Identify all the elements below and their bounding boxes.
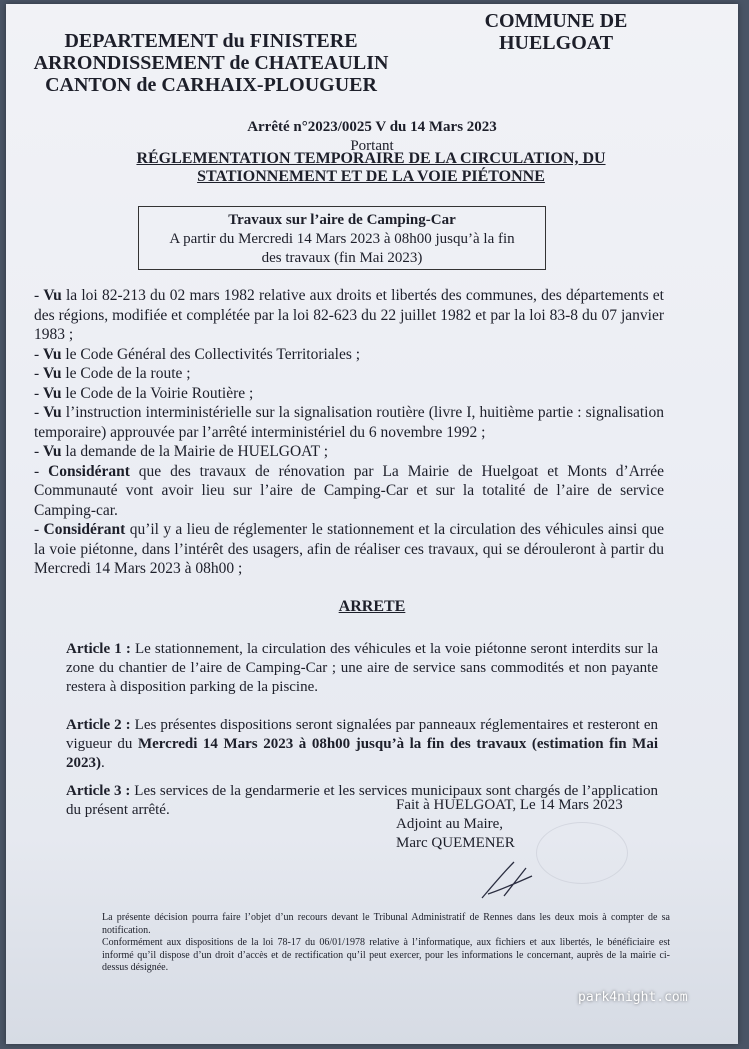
article-3: Article 3 : Les services de la gendarmerie et les services municipaux sont chargés de l’application du présent arrêté. (66, 783, 658, 818)
works-title: Travaux sur l’aire de Camping-Car (228, 212, 456, 228)
article-2: Article 2 : Les présentes dispositions seront signalées par panneaux réglementaires et resteront en vigueur du Mercredi 14 Mars 2023 à 08h00 jusqu’à la fin des travaux (estimation fin Mai 2023). (66, 717, 658, 771)
article-1: Article 1 : Le stationnement, la circulation des véhicules et la voie piétonne seront interdits sur la zone du chantier de l’aire de Camping-Car ; une aire de service sans commodités et non payante restera à disposition parking de la piscine. (66, 641, 658, 695)
arrete-heading: ARRETE (338, 598, 406, 615)
signatory-name: Marc QUEMENER (396, 835, 515, 851)
canton-line: CANTON de CARHAIX-PLOUGUER (45, 74, 377, 96)
consideration-item: - Considérant qu’il y a lieu de réglementer le stationnement et la circulation des véhicules ainsi que la voie piétonne, dans l’intérêt des usagers, afin de réaliser ces travaux, qui se dérouleront à partir du Mercredi 14 Mars 2023 à 08h00 ; (34, 521, 664, 577)
official-stamp (536, 822, 628, 884)
works-period-line2: des travaux (fin Mai 2023) (261, 250, 423, 266)
consideration-item: - Vu le Code Général des Collectivités Territoriales ; (34, 345, 361, 363)
handwritten-signature (474, 854, 544, 904)
consideration-item: - Vu le Code de la Voirie Routière ; (34, 384, 254, 402)
consideration-item: - Vu le Code de la route ; (34, 365, 191, 382)
decree-document (6, 4, 738, 1044)
consideration-item: - Vu la demande de la Mairie de HUELGOAT ; (34, 443, 329, 460)
consideration-item: - Vu l’instruction interministérielle sur la signalisation routière (livre I, huitième partie : signalisation temporaire) approuvée par l’arrêté interministériel du 6 novembre 1992 ; (34, 404, 664, 441)
appeal-notice: La présente décision pourra faire l’objet d’un recours devant le Tribunal Administratif de Rennes dans les deux mois à compter de sa notification. (102, 912, 670, 936)
department-line: DEPARTEMENT du FINISTERE (64, 30, 358, 52)
commune-header (476, 10, 636, 54)
department-header (26, 30, 396, 96)
site-watermark: park4night.com (578, 990, 688, 1005)
place-date: Fait à HUELGOAT, Le 14 Mars 2023 (396, 797, 623, 813)
consideration-item: - Considérant que des travaux de rénovation par La Mairie de Huelgoat et Monts d’Arrée Communauté vont avoir lieu sur l’aire de Camping-Car et sur la totalité de l’aire de service Camping-car. (34, 462, 664, 519)
decree-number: Arrêté n°2023/0025 V du 14 Mars 2023 (247, 119, 497, 135)
arrondissement-line: ARRONDISSEMENT de CHATEAULIN (33, 52, 389, 74)
consideration-item: - Vu la loi 82-213 du 02 mars 1982 relative aux droits et libertés des communes, des départements et des régions, modifiée et complétée par la loi 82-623 du 22 juillet 1982 et par la loi 83-8 du 07 janvier 1983 ; (34, 287, 664, 343)
works-box (138, 206, 546, 270)
commune-line: COMMUNE DE (484, 10, 628, 32)
signatory-role: Adjoint au Maire, (396, 816, 504, 832)
commune-name: HUELGOAT (498, 32, 614, 54)
considerations-list (34, 286, 664, 579)
regulation-title: RÉGLEMENTATION TEMPORAIRE DE LA CIRCULATION, DU STATIONNEMENT ET DE LA VOIE PIÉTONNE (136, 150, 606, 185)
legal-footer (102, 912, 670, 975)
works-period-line1: A partir du Mercredi 14 Mars 2023 à 08h00 jusqu’à la fin (169, 231, 515, 247)
portant-label: Portant (350, 138, 394, 154)
privacy-notice: Conformément aux dispositions de la loi 78-17 du 06/01/1978 relative à l’informatique, aux fichiers et aux libertés, le bénéficiaire est informé qu’il dispose d’un droit d’accès et de rectification qu’il peut exercer, pour les informations le concernant, auprès de la mairie ci-dessus désignée. (102, 937, 670, 973)
